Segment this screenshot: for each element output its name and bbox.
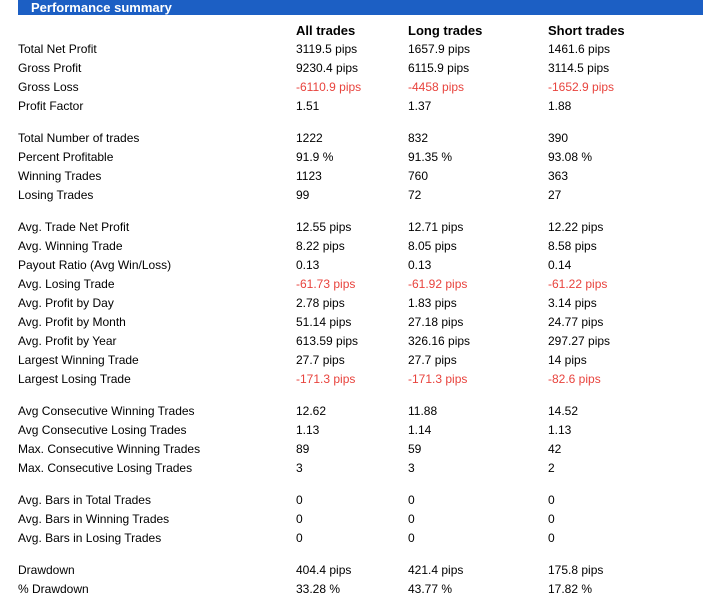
all-trades-value: 1.51: [296, 99, 320, 113]
long-trades-value: 6115.9 pips: [408, 61, 470, 75]
all-trades-value: -61.73 pips: [296, 277, 356, 291]
long-trades-value: 12.71 pips: [408, 220, 464, 234]
table-row: [16, 275, 686, 294]
long-trades-value: -61.92 pips: [408, 277, 468, 291]
short-trades-value: 175.8 pips: [548, 563, 604, 577]
table-row: [16, 186, 686, 205]
short-trades-value: -61.22 pips: [548, 277, 608, 291]
long-trades-value: 8.05 pips: [408, 239, 457, 253]
all-trades-value: 613.59 pips: [296, 334, 359, 348]
long-trades-value: 11.88: [408, 404, 438, 418]
short-trades-value: 0: [548, 493, 555, 507]
short-trades-value: 14.52: [548, 404, 579, 418]
row-label: Total Number of trades: [18, 131, 140, 145]
table-row: [16, 40, 686, 59]
group-spacer: [16, 548, 686, 561]
table-row: [16, 351, 686, 370]
long-trades-value: 326.16 pips: [408, 334, 471, 348]
all-trades-value: 91.9 %: [296, 150, 334, 164]
spacer-cell: [16, 478, 686, 491]
row-label: Avg. Bars in Total Trades: [18, 493, 151, 507]
long-trades-value: 832: [408, 131, 429, 145]
table-row: [16, 97, 686, 116]
short-trades-value: 27: [548, 188, 562, 202]
all-trades-value: -171.3 pips: [296, 372, 356, 386]
short-trades-value: 0.14: [548, 258, 572, 272]
header-long-trades: Long trades: [408, 23, 483, 38]
table-row: [16, 167, 686, 186]
table-row: [16, 59, 686, 78]
row-label: Gross Profit: [18, 61, 82, 75]
table-row: [16, 218, 686, 237]
long-trades-value: 27.7 pips: [408, 353, 457, 367]
table-row: [16, 510, 686, 529]
short-trades-value: 1461.6 pips: [548, 42, 611, 56]
long-trades-value: 1657.9 pips: [408, 42, 471, 56]
table-row: [16, 580, 686, 599]
all-trades-value: 99: [296, 188, 310, 202]
row-label: Max. Consecutive Losing Trades: [18, 461, 193, 475]
long-trades-value: -171.3 pips: [408, 372, 468, 386]
all-trades-value: 0.13: [296, 258, 320, 272]
all-trades-value: 0: [296, 512, 303, 526]
row-label: Largest Losing Trade: [18, 372, 131, 386]
row-label: Avg. Bars in Winning Trades: [18, 512, 170, 526]
row-label: Avg. Profit by Day: [18, 296, 114, 310]
row-label: Losing Trades: [18, 188, 94, 202]
row-label: Avg. Trade Net Profit: [18, 220, 130, 234]
row-label: Drawdown: [18, 563, 75, 577]
all-trades-value: 3119.5 pips: [296, 42, 358, 56]
all-trades-value: 3: [296, 461, 303, 475]
row-label: Avg Consecutive Losing Trades: [18, 423, 187, 437]
long-trades-value: 0: [408, 493, 415, 507]
short-trades-value: 2: [548, 461, 555, 475]
short-trades-value: 42: [548, 442, 562, 456]
row-label: Winning Trades: [18, 169, 102, 183]
spacer-cell: [16, 389, 686, 402]
short-trades-value: 14 pips: [548, 353, 587, 367]
column-header-row: [16, 21, 686, 40]
table-row: [16, 148, 686, 167]
long-trades-value: 1.83 pips: [408, 296, 457, 310]
performance-summary-table: [16, 21, 686, 599]
performance-summary-header: Performance summary: [18, 0, 703, 15]
short-trades-value: 8.58 pips: [548, 239, 597, 253]
header-label-column: [16, 21, 294, 40]
long-trades-value: 3: [408, 461, 415, 475]
all-trades-value: 12.55 pips: [296, 220, 352, 234]
long-trades-value: 27.18 pips: [408, 315, 464, 329]
short-trades-value: 17.82 %: [548, 582, 593, 596]
row-label: Avg Consecutive Winning Trades: [18, 404, 195, 418]
row-label: Avg. Losing Trade: [18, 277, 115, 291]
row-label: Percent Profitable: [18, 150, 114, 164]
long-trades-value: -4458 pips: [408, 80, 465, 94]
table-row: [16, 421, 686, 440]
table-row: [16, 402, 686, 421]
short-trades-value: 24.77 pips: [548, 315, 604, 329]
header-all-trades: All trades: [296, 23, 356, 38]
table-row: [16, 459, 686, 478]
all-trades-value: 12.62: [296, 404, 327, 418]
row-label: Max. Consecutive Winning Trades: [18, 442, 201, 456]
short-trades-value: 3.14 pips: [548, 296, 597, 310]
row-label: Total Net Profit: [18, 42, 97, 56]
all-trades-value: -6110.9 pips: [296, 80, 362, 94]
short-trades-value: 93.08 %: [548, 150, 593, 164]
all-trades-value: 2.78 pips: [296, 296, 345, 310]
table-row: [16, 529, 686, 548]
all-trades-value: 1.13: [296, 423, 320, 437]
table-row: [16, 440, 686, 459]
header-short-trades: Short trades: [548, 23, 625, 38]
table-row: [16, 129, 686, 148]
all-trades-value: 1123: [296, 169, 322, 183]
long-trades-value: 72: [408, 188, 422, 202]
all-trades-value: 404.4 pips: [296, 563, 352, 577]
long-trades-value: 0.13: [408, 258, 432, 272]
group-spacer: [16, 478, 686, 491]
all-trades-value: 27.7 pips: [296, 353, 345, 367]
long-trades-value: 1.37: [408, 99, 432, 113]
all-trades-value: 0: [296, 493, 303, 507]
row-label: Avg. Winning Trade: [18, 239, 123, 253]
long-trades-value: 0: [408, 531, 415, 545]
long-trades-value: 91.35 %: [408, 150, 453, 164]
table-row: [16, 370, 686, 389]
table-row: [16, 491, 686, 510]
table-row: [16, 332, 686, 351]
all-trades-value: 0: [296, 531, 303, 545]
short-trades-value: 1.13: [548, 423, 572, 437]
row-label: Avg. Profit by Year: [18, 334, 117, 348]
group-spacer: [16, 116, 686, 129]
long-trades-value: 421.4 pips: [408, 563, 464, 577]
short-trades-value: 1.88: [548, 99, 572, 113]
short-trades-value: 0: [548, 512, 555, 526]
spacer-cell: [16, 548, 686, 561]
table-row: [16, 313, 686, 332]
short-trades-value: 390: [548, 131, 569, 145]
summary-body: [16, 40, 686, 599]
row-label: Avg. Bars in Losing Trades: [18, 531, 162, 545]
all-trades-value: 89: [296, 442, 310, 456]
short-trades-value: -82.6 pips: [548, 372, 601, 386]
short-trades-value: 297.27 pips: [548, 334, 611, 348]
row-label: Profit Factor: [18, 99, 84, 113]
long-trades-value: 1.14: [408, 423, 432, 437]
table-row: [16, 237, 686, 256]
spacer-cell: [16, 205, 686, 218]
long-trades-value: 760: [408, 169, 429, 183]
all-trades-value: 51.14 pips: [296, 315, 352, 329]
row-label: Largest Winning Trade: [18, 353, 139, 367]
group-spacer: [16, 205, 686, 218]
long-trades-value: 43.77 %: [408, 582, 453, 596]
short-trades-value: -1652.9 pips: [548, 80, 615, 94]
short-trades-value: 0: [548, 531, 555, 545]
table-row: [16, 561, 686, 580]
long-trades-value: 0: [408, 512, 415, 526]
spacer-cell: [16, 116, 686, 129]
table-row: [16, 256, 686, 275]
all-trades-value: 9230.4 pips: [296, 61, 359, 75]
row-label: Gross Loss: [18, 80, 79, 94]
table-row: [16, 78, 686, 97]
short-trades-value: 3114.5 pips: [548, 61, 610, 75]
row-label: Avg. Profit by Month: [18, 315, 126, 329]
short-trades-value: 363: [548, 169, 569, 183]
table-row: [16, 294, 686, 313]
all-trades-value: 33.28 %: [296, 582, 341, 596]
all-trades-value: 8.22 pips: [296, 239, 345, 253]
all-trades-value: 1222: [296, 131, 323, 145]
row-label: % Drawdown: [18, 582, 89, 596]
short-trades-value: 12.22 pips: [548, 220, 604, 234]
row-label: Payout Ratio (Avg Win/Loss): [18, 258, 172, 272]
group-spacer: [16, 389, 686, 402]
long-trades-value: 59: [408, 442, 422, 456]
